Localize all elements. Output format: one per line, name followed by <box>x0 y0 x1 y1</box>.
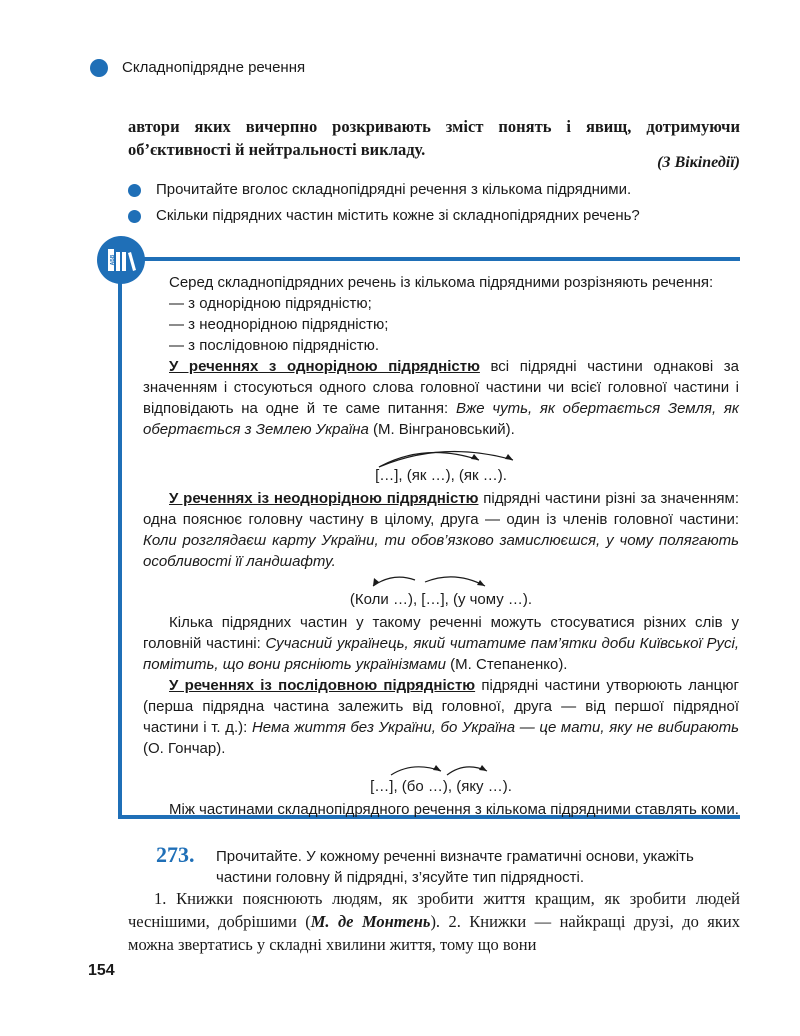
rule-intro: Серед складнопідрядних речень із кількома підрядними розрізняють речення: <box>169 274 714 291</box>
sequential-example: Нема життя без України, бо Україна — це мати, яку не вибирають <box>251 719 739 736</box>
schema-text: […], (бо …), (яку …). <box>370 778 512 795</box>
homogeneous-schema <box>143 440 739 488</box>
heterogeneous-note: Кілька підрядних частин у такому реченні можуть стосуватися різних слів у головній частині: Сучасний українець, який читатиме пам’ятки доби Київської Русі, помітить, що вони рясніють українізмами (М. Степаненко). <box>143 614 739 673</box>
section-title: Складнопідрядне речення <box>122 59 306 76</box>
heterogeneous-schema <box>143 572 739 612</box>
schema-text: (Коли …), […], (у чому …). <box>349 591 533 608</box>
rule-books-icon <box>97 236 145 284</box>
exercise-task: Прочитайте. У кожному реченні визначте граматичні основи, укажіть частини головну й підрядні, з’ясуйте тип підрядності. <box>216 848 694 886</box>
page-number: 154 <box>88 962 115 979</box>
intro-paragraph: автори яких вичерпно розкривають зміст понять і явищ, дотримуючи об’єктивності й нейтральності викладу. <box>128 117 740 159</box>
exercise-author: М. де Монтень <box>310 912 431 931</box>
header-bullet <box>90 59 108 77</box>
homogeneous-paragraph: У реченнях з однорідною підрядністю всі підрядні частини однакові за значенням і стосуються одного слова головної частини чи всієї головної частини і відповідають на одне й те саме питання: Вже чуть, як обертається Земля, як обертається з Землею Україна (М. Вінграновський). <box>143 358 739 438</box>
intro-source: (З Вікіпедії) <box>657 154 740 171</box>
rule-type-item: — з послідовною підрядністю. <box>169 337 380 354</box>
rule-frame-top <box>120 257 740 261</box>
punctuation-rule: Між частинами складнопідрядного речення з кількома підрядними ставлять коми. <box>169 801 739 818</box>
homogeneous-example: Вже чуть, як обертається Земля, як обертається з Землею Україна <box>143 400 739 438</box>
sequential-term: У реченнях із послідовною підрядністю <box>169 677 476 694</box>
exercise-text: 1. Книжки пояснюють людям, як зробити життя кращим, як зробити людей чеснішими, добрішими (М. де Монтень). 2. Книжки — найкращі друзі, до яких можна звертатись у складні хвилини життя, тому що вони <box>128 889 740 954</box>
rule-frame-left <box>118 257 122 819</box>
bullet-icon <box>128 210 141 223</box>
sequential-paragraph: У реченнях із послідовною підрядністю підрядні частини утворюють ланцюг (перша підрядна частина залежить від головної, друга — від першої підрядної частини і т. д.): Нема життя без України, бо Україна — це мати, яку не вибирають (О. Гончар). <box>143 677 739 757</box>
heterogeneous-example: Коли розглядаєш карту України, ти обов’язково замислюєшся, у чому полягають особливості її ландшафту. <box>143 532 739 570</box>
bullet-icon <box>128 184 141 197</box>
schema-text: […], (як …), (як …). <box>375 467 507 484</box>
rule-content <box>143 272 739 820</box>
badge-letters: АБВ <box>110 254 116 266</box>
homogeneous-term: У реченнях з однорідною підрядністю <box>169 358 480 375</box>
question-text: Скільки підрядних частин містить кожне зі складнопідрядних речень? <box>156 207 640 224</box>
question-text: Прочитайте вголос складнопідрядні речення з кількома підрядними. <box>156 181 632 198</box>
rule-type-item: — з неоднорідною підрядністю; <box>169 316 389 333</box>
rule-type-item: — з однорідною підрядністю; <box>169 295 372 312</box>
sequential-schema <box>143 759 739 799</box>
exercise-number: 273. <box>156 842 195 867</box>
heterogeneous-paragraph: У реченнях із неоднорідною підрядністю підрядні частини різні за значенням: одна пояснює головну частину в цілому, друга — один із членів головної частини: Коли розглядаєш карту України, ти обов’язково замислюєшся, у чому полягають особливості її ландшафту. <box>143 490 740 570</box>
heterogeneous-term: У реченнях із неоднорідною підрядністю <box>169 490 479 507</box>
